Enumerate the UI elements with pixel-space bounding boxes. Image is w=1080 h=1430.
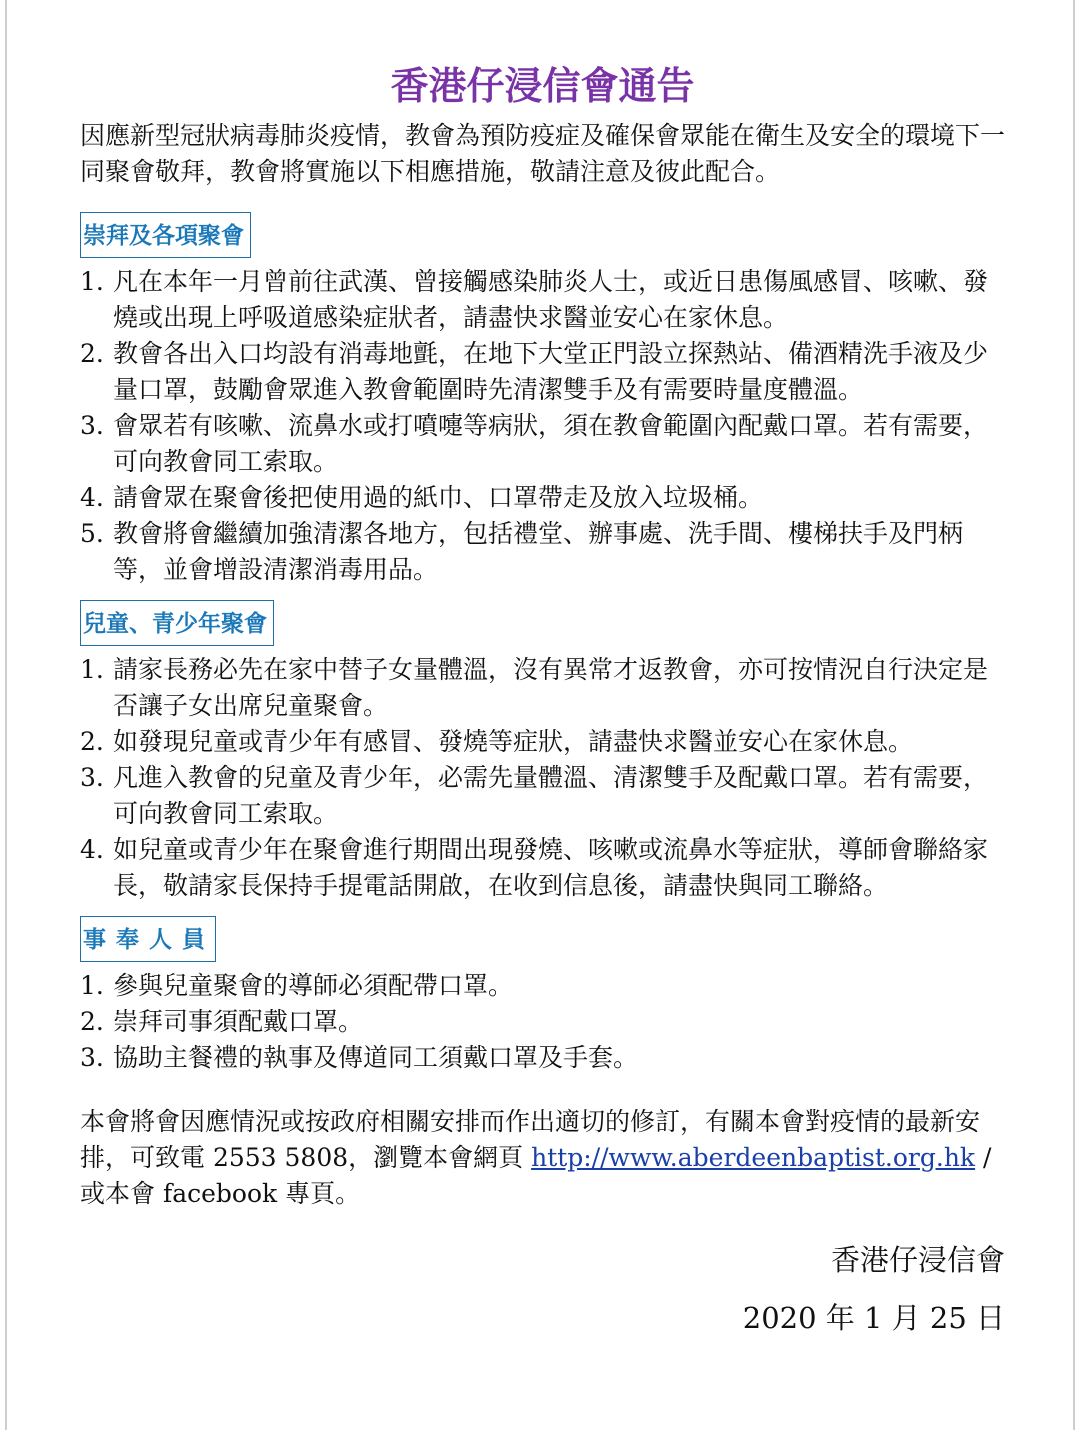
page-edge-right [1073,0,1075,1430]
notice-title: 香港仔浸信會通告 [390,64,695,108]
item-number: 5. [80,519,104,548]
list-item [80,760,1005,832]
intro-paragraph: 因應新型冠狀病毒肺炎疫情，教會為預防疫症及確保會眾能在衛生及安全的環境下一同聚會敬拜，教會將實施以下相應措施，敬請注意及彼此配合。 [80,121,1006,186]
item-number: 4. [80,483,104,512]
item-text: 如發現兒童或青少年有感冒、發燒等症狀，請盡快求醫並安心在家休息。 [113,727,914,756]
item-list [80,968,1005,1076]
item-number: 2. [80,1007,104,1036]
list-item [80,480,1005,516]
signature-name: 香港仔浸信會 [830,1243,1005,1277]
list-item [80,652,1005,724]
closing-text-end: / 或本會 facebook 專頁。 [80,1143,992,1208]
list-item [80,336,1005,408]
item-text: 請會眾在聚會後把使用過的紙巾、口罩帶走及放入垃圾桶。 [113,483,764,512]
notice-document [80,58,1005,1338]
closing-paragraph [80,1104,1005,1212]
closing-text: 本會將會因應情況或按政府相關安排而作出適切的修訂，有關本會對疫情的最新安排，可致電 2553 5808，瀏覽本會網頁 [80,1107,981,1172]
list-item [80,724,1005,760]
list-item [80,264,1005,336]
item-text: 參與兒童聚會的導師必須配帶口罩。 [113,971,514,1000]
page-edge-left [5,0,7,1430]
item-number: 3. [80,763,104,792]
signature-date: 2020 年 1 月 25 日 [742,1301,1005,1335]
section-heading: 兒童、青少年聚會 [80,600,274,646]
item-number: 1. [80,655,104,684]
section-children-youth [80,588,1005,904]
item-list [80,264,1005,588]
item-text: 請家長務必先在家中替子女量體溫，沒有異常才返教會，亦可按情況自行決定是否讓子女出席兒童聚會。 [113,655,989,720]
item-number: 1. [80,267,104,296]
item-text: 教會將會繼續加強清潔各地方，包括禮堂、辦事處、洗手間、樓梯扶手及門柄等，並會增設清潔消毒用品。 [113,519,964,584]
item-text: 凡在本年一月曾前往武漢、曾接觸感染肺炎人士，或近日患傷風感冒、咳嗽、發燒或出現上呼吸道感染症狀者，請盡快求醫並安心在家休息。 [113,267,989,332]
list-item [80,1004,1005,1040]
item-text: 會眾若有咳嗽、流鼻水或打噴嚏等病狀，須在教會範圍內配戴口罩。若有需要，可向教會同工索取。 [113,411,989,476]
item-text: 凡進入教會的兒童及青少年，必需先量體溫、清潔雙手及配戴口罩。若有需要，可向教會同工索取。 [113,763,989,828]
item-number: 2. [80,339,104,368]
list-item [80,408,1005,480]
list-item [80,1040,1005,1076]
website-link[interactable]: http://www.aberdeenbaptist.org.hk [531,1143,976,1172]
item-list [80,652,1005,904]
item-text: 教會各出入口均設有消毒地氈，在地下大堂正門設立探熱站、備酒精洗手液及少量口罩，鼓勵會眾進入教會範圍時先清潔雙手及有需要時量度體溫。 [113,339,989,404]
item-number: 3. [80,411,104,440]
item-number: 3. [80,1043,104,1072]
item-text: 如兒童或青少年在聚會進行期間出現發燒、咳嗽或流鼻水等症狀，導師會聯絡家長，敬請家長保持手提電話開啟，在收到信息後，請盡快與同工聯絡。 [113,835,989,900]
list-item [80,516,1005,588]
list-item [80,968,1005,1004]
item-text: 協助主餐禮的執事及傳道同工須戴口罩及手套。 [113,1043,639,1072]
item-number: 2. [80,727,104,756]
item-text: 崇拜司事須配戴口罩。 [113,1007,364,1036]
list-item [80,832,1005,904]
item-number: 1. [80,971,104,1000]
section-worship [80,200,1005,588]
section-heading: 事奉人員 [80,916,216,962]
section-heading: 崇拜及各項聚會 [80,212,251,258]
section-staff [80,904,1005,1076]
item-number: 4. [80,835,104,864]
